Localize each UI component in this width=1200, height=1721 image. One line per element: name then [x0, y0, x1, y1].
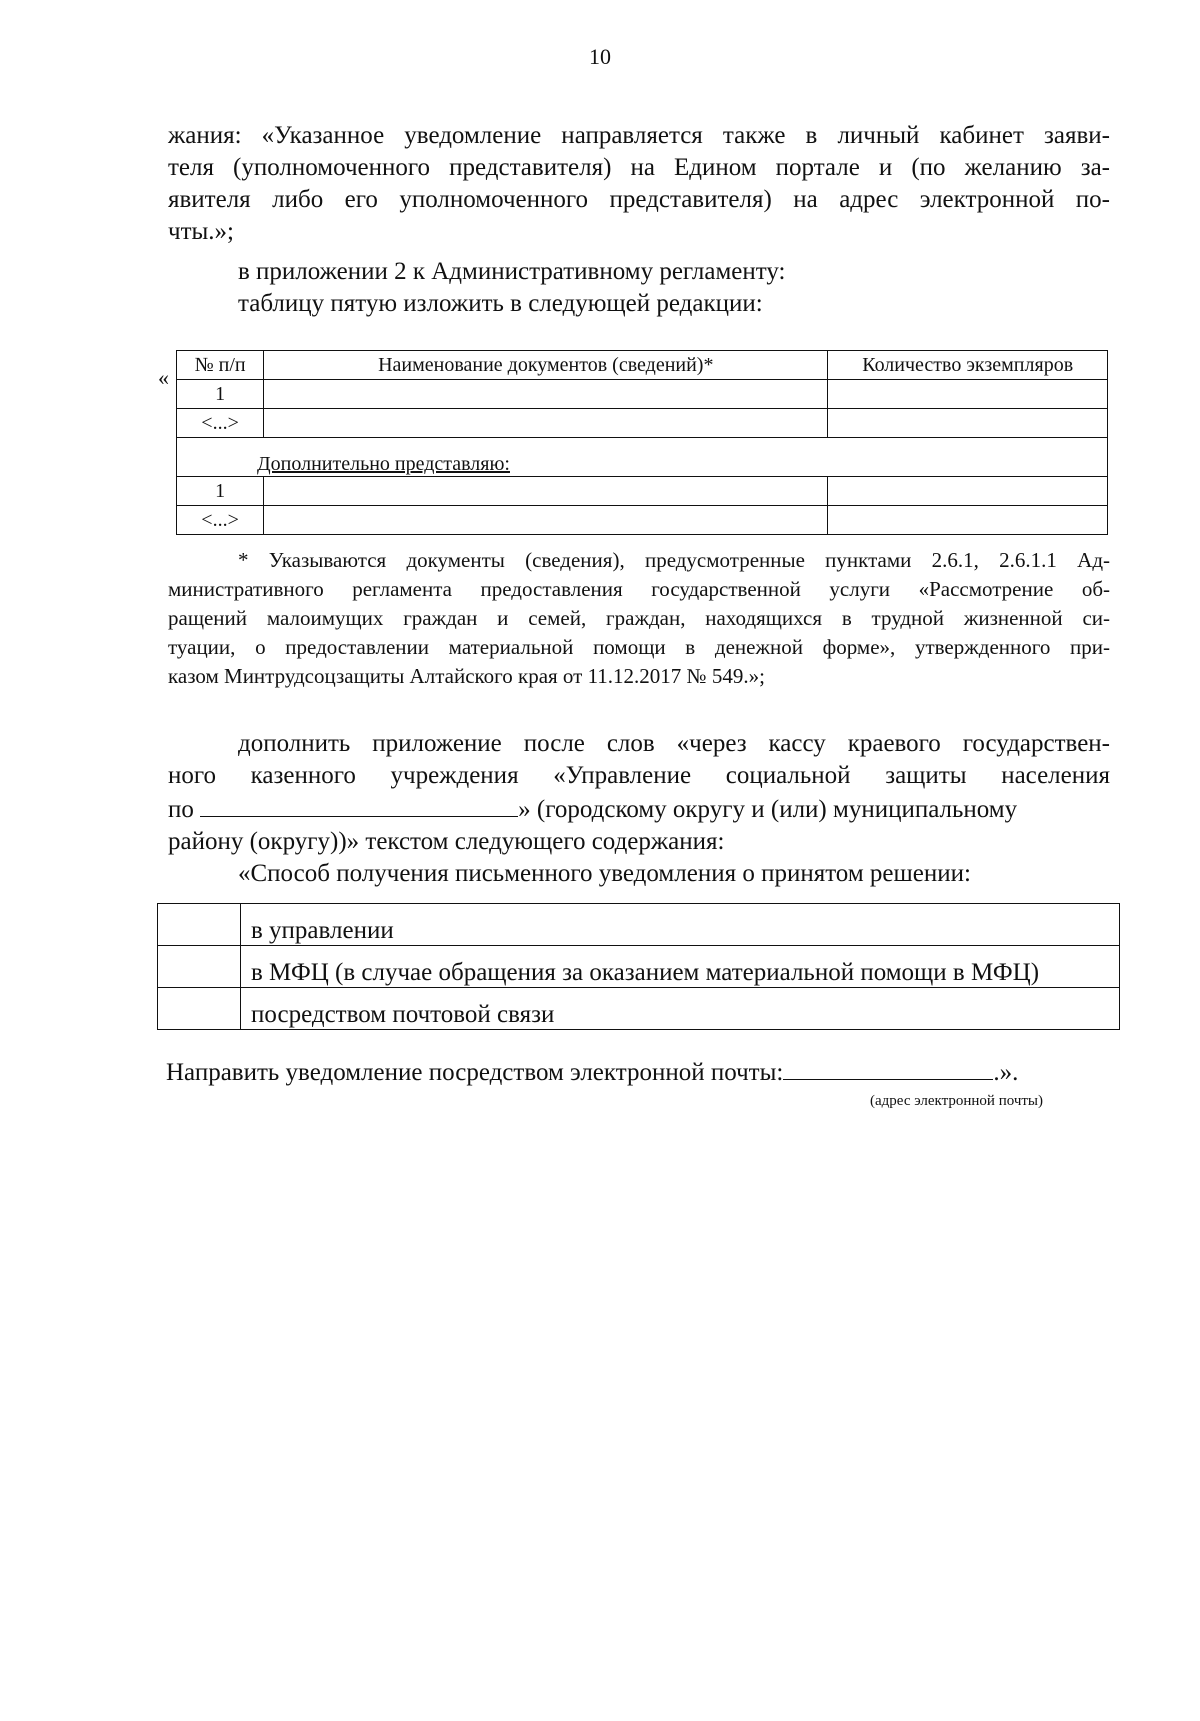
table-row	[177, 409, 1108, 438]
row-name-cell	[264, 409, 828, 438]
row-quantity-cell	[828, 477, 1108, 506]
option-row	[158, 946, 1120, 988]
row-name-cell	[264, 506, 828, 535]
intro-paragraph	[168, 120, 1110, 248]
option-label: посредством почтовой связи	[241, 988, 1120, 1030]
appendix-paragraph	[238, 256, 786, 320]
row-name-cell	[264, 477, 828, 506]
table-row	[177, 380, 1108, 409]
row-number: 1	[177, 477, 264, 506]
email-end: .».	[993, 1059, 1019, 1086]
header-name: Наименование документов (сведений)*	[264, 351, 828, 380]
page-number: 10	[589, 44, 611, 69]
row-name-cell	[264, 380, 828, 409]
documents-table	[176, 350, 1108, 535]
table-row	[177, 506, 1108, 535]
header-quantity: Количество экземпляров	[828, 351, 1108, 380]
option-label: в управлении	[241, 904, 1120, 946]
option-row	[158, 988, 1120, 1030]
table-row	[177, 477, 1108, 506]
table-header-row	[177, 351, 1108, 380]
row-number: 1	[177, 380, 264, 409]
footnote-line: * Указываются документы (сведения), предусмотренные пунктами 2.6.1, 2.6.1.1 Ад-	[238, 548, 1110, 572]
option-label: в МФЦ (в случае обращения за оказанием материальной помощи в МФЦ)	[241, 946, 1120, 988]
intro-line: жания: «Указанное уведомление направляется также в личный кабинет заяви-	[168, 122, 1110, 149]
district-blank	[200, 792, 518, 817]
appendix-line: в приложении 2 к Административному регламенту:	[238, 258, 786, 285]
supplement-line: дополнить приложение после слов «через кассу краевого государствен-	[238, 730, 1110, 757]
supplement-line: району (округу))» текстом следующего содержания:	[168, 828, 725, 855]
header-number: № п/п	[177, 351, 264, 380]
row-number: <...>	[177, 409, 264, 438]
footnote-line: туации, о предоставлении материальной помощи в денежной форме», утвержденного при-	[168, 635, 1110, 659]
table-open-quote: «	[158, 365, 169, 390]
notification-method-table	[157, 903, 1120, 1030]
supplement-line-3	[168, 792, 1110, 826]
additional-label	[177, 438, 1108, 477]
intro-line: теля (уполномоченного представителя) на Едином портале и (по желанию за-	[168, 154, 1110, 181]
row-quantity-cell	[828, 409, 1108, 438]
footnote	[168, 546, 1110, 691]
row-number: <...>	[177, 506, 264, 535]
option-checkbox[interactable]	[158, 904, 241, 946]
supplement-rest: » (городскому округу и (или) муниципальному	[518, 796, 1018, 823]
option-checkbox[interactable]	[158, 988, 241, 1030]
row-quantity-cell	[828, 506, 1108, 535]
footnote-line: казом Минтрудсоцзащиты Алтайского края от 11.12.2017 № 549.»;	[168, 664, 765, 688]
supplement-paragraph	[168, 728, 1110, 890]
intro-line: явителя либо его уполномоченного представителя) на адрес электронной по-	[168, 186, 1110, 213]
additional-row	[177, 438, 1108, 477]
email-blank[interactable]	[783, 1055, 993, 1080]
footnote-line: ращений малоимущих граждан и семей, граждан, находящихся в трудной жизненной си-	[168, 606, 1110, 630]
email-line	[166, 1055, 1018, 1089]
appendix-line: таблицу пятую изложить в следующей редакции:	[238, 290, 763, 317]
footnote-line: министративного регламента предоставления государственной услуги «Рассмотрение об-	[168, 577, 1110, 601]
supplement-line: «Способ получения письменного уведомления о принятом решении:	[238, 860, 971, 887]
email-caption: (адрес электронной почты)	[870, 1093, 1044, 1109]
email-label: Направить уведомление посредством электронной почты:	[166, 1059, 784, 1086]
option-row	[158, 904, 1120, 946]
intro-line: чты.»;	[168, 218, 234, 245]
option-checkbox[interactable]	[158, 946, 241, 988]
row-quantity-cell	[828, 380, 1108, 409]
additional-label-text: Дополнительно представляю:	[257, 453, 510, 475]
supplement-po: по	[168, 796, 194, 823]
supplement-line: ного казенного учреждения «Управление социальной защиты населения	[168, 762, 1110, 789]
